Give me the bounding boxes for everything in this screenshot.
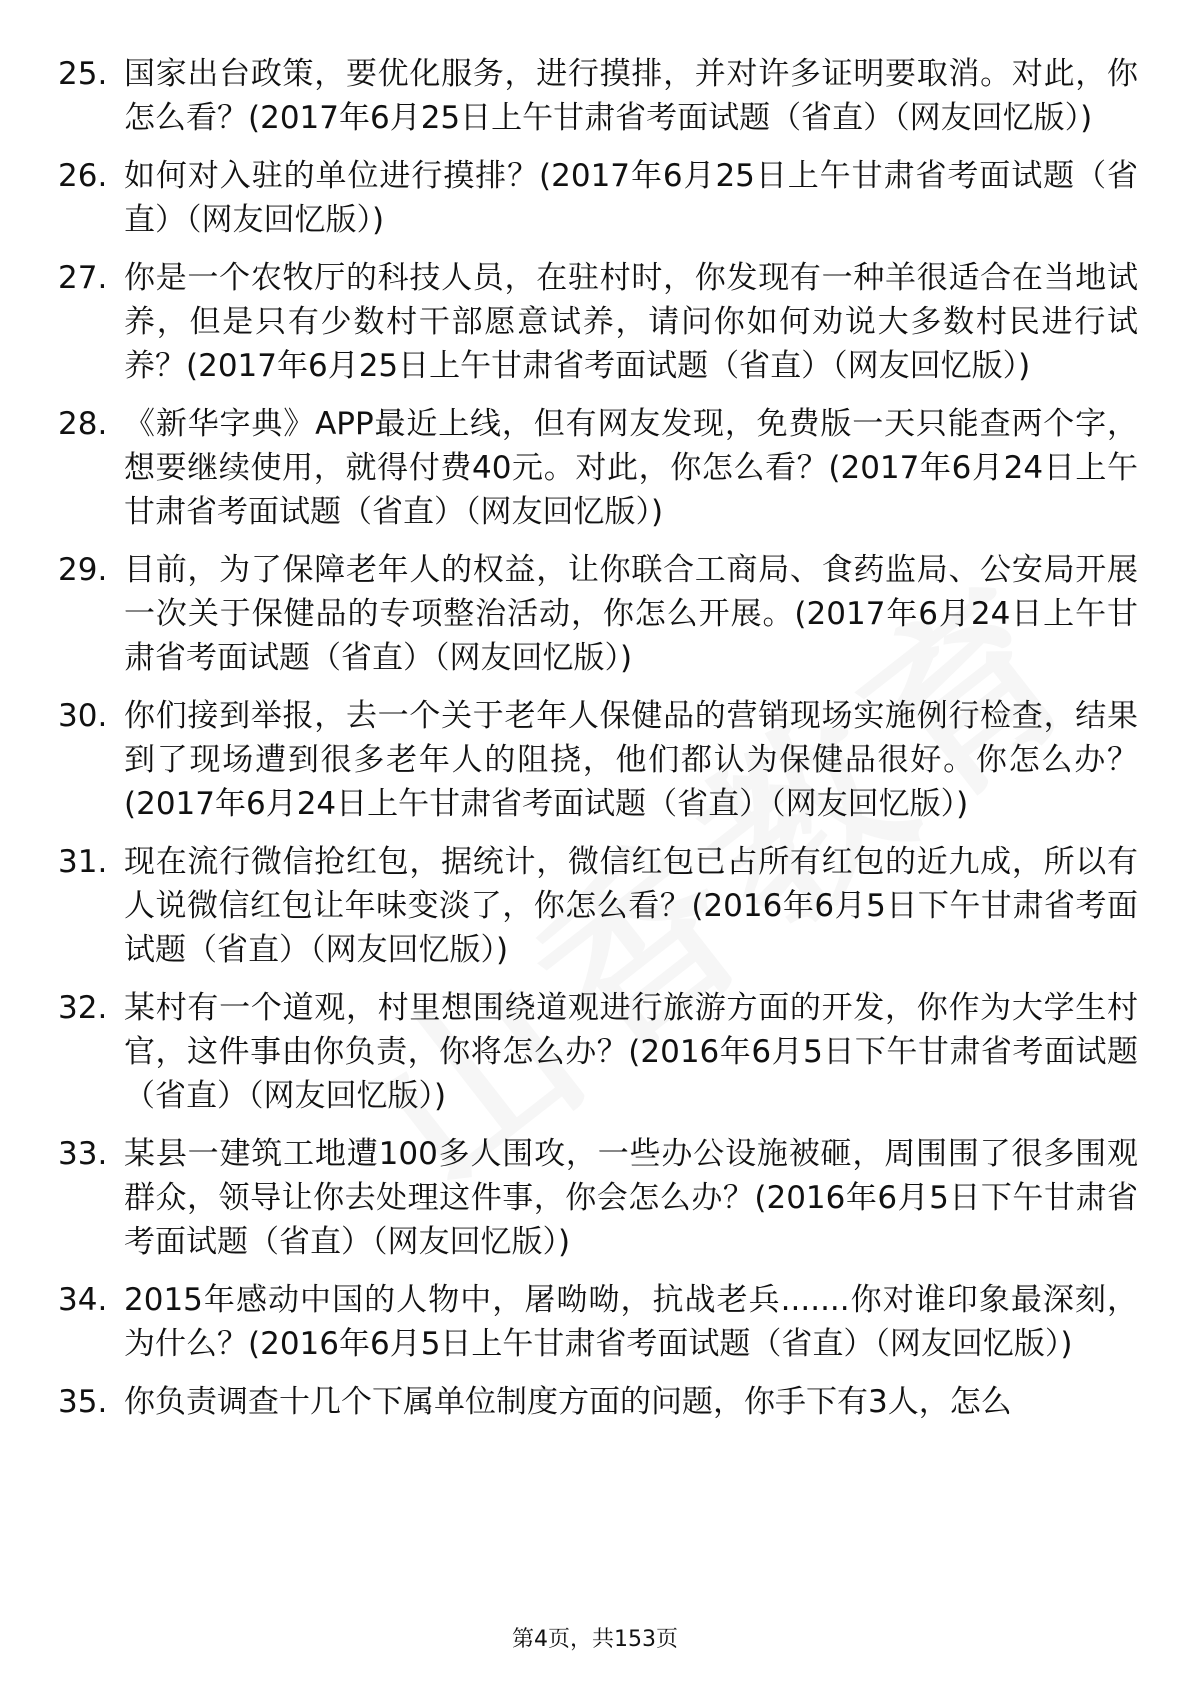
question-number: 34. xyxy=(58,1282,108,1318)
question-list xyxy=(58,52,1138,1438)
question-text: 2015年感动中国的人物中，屠呦呦，抗战老兵.......你对谁印象最深刻，为什么？(2016年6月5日上午甘肃省考面试题（省直）（网友回忆版）) xyxy=(124,1282,1138,1362)
question-text: 你负责调查十几个下属单位制度方面的问题，你手下有3人，怎么 xyxy=(124,1384,1012,1420)
question-text: 国家出台政策，要优化服务，进行摸排，并对许多证明要取消。对此，你怎么看？(2017年6月25日上午甘肃省考面试题（省直）（网友回忆版）) xyxy=(124,56,1138,136)
question-number: 33. xyxy=(58,1136,108,1172)
question-item xyxy=(58,986,1138,1118)
question-text: 你是一个农牧厅的科技人员，在驻村时，你发现有一种羊很适合在当地试养，但是只有少数村干部愿意试养，请问你如何劝说大多数村民进行试养？(2017年6月25日上午甘肃省考面试题（省直）（网友回忆版）) xyxy=(124,260,1138,384)
question-number: 35. xyxy=(58,1384,108,1420)
page-footer: 第4页，共153页 xyxy=(512,1627,678,1652)
question-text: 《新华字典》APP最近上线，但有网友发现，免费版一天只能查两个字，想要继续使用，就得付费40元。对此，你怎么看？(2017年6月24日上午甘肃省考面试题（省直）（网友回忆版）) xyxy=(124,406,1138,530)
question-number: 25. xyxy=(58,56,108,92)
question-number: 32. xyxy=(58,990,108,1026)
question-number: 28. xyxy=(58,406,108,442)
question-item xyxy=(58,256,1138,388)
question-number: 26. xyxy=(58,158,108,194)
question-number: 29. xyxy=(58,552,108,588)
question-item xyxy=(58,548,1138,680)
question-text: 某村有一个道观，村里想围绕道观进行旅游方面的开发，你作为大学生村官，这件事由你负责，你将怎么办？(2016年6月5日下午甘肃省考面试题（省直）（网友回忆版）) xyxy=(124,990,1138,1114)
question-text: 如何对入驻的单位进行摸排？(2017年6月25日上午甘肃省考面试题（省直）（网友回忆版）) xyxy=(124,158,1138,238)
question-item xyxy=(58,402,1138,534)
question-text: 你们接到举报，去一个关于老年人保健品的营销现场实施例行检查，结果到了现场遭到很多老年人的阻挠，他们都认为保健品很好。你怎么办？(2017年6月24日上午甘肃省考面试题（省直）（网友回忆版）) xyxy=(124,698,1138,822)
question-item xyxy=(58,840,1138,972)
question-item xyxy=(58,1132,1138,1264)
question-item xyxy=(58,694,1138,826)
question-number: 27. xyxy=(58,260,108,296)
question-text: 某县一建筑工地遭100多人围攻，一些办公设施被砸，周围围了很多围观群众，领导让你去处理这件事，你会怎么办？(2016年6月5日下午甘肃省考面试题（省直）（网友回忆版）) xyxy=(124,1136,1138,1260)
question-item xyxy=(58,1380,1138,1424)
question-number: 31. xyxy=(58,844,108,880)
question-item xyxy=(58,154,1138,242)
question-number: 30. xyxy=(58,698,108,734)
question-text: 现在流行微信抢红包，据统计，微信红包已占所有红包的近九成，所以有人说微信红包让年味变淡了，你怎么看？(2016年6月5日下午甘肃省考面试题（省直）（网友回忆版）) xyxy=(124,844,1138,968)
question-text: 目前，为了保障老年人的权益，让你联合工商局、食药监局、公安局开展一次关于保健品的专项整治活动，你怎么开展。(2017年6月24日上午甘肃省考面试题（省直）（网友回忆版）) xyxy=(124,552,1138,676)
question-item xyxy=(58,1278,1138,1366)
question-item xyxy=(58,52,1138,140)
